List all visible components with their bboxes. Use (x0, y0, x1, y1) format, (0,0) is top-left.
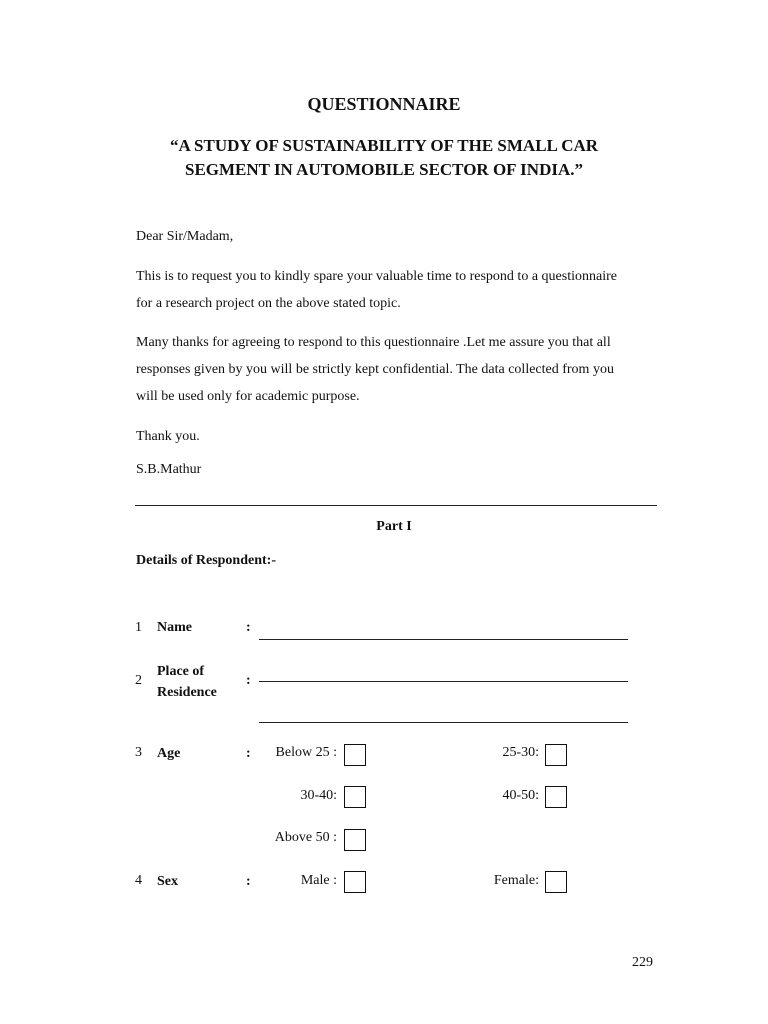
q3-number: 3 (135, 745, 142, 760)
age-40-50-checkbox[interactable] (545, 786, 567, 808)
name-answer-line[interactable] (259, 639, 628, 640)
q1-label: Name (157, 620, 192, 635)
signature-name: S.B.Mathur (136, 462, 202, 477)
q3-label: Age (157, 746, 181, 761)
assurance-line-2: responses given by you will be strictly kept confidential. The data collected from you (136, 362, 614, 377)
q4-number: 4 (135, 873, 142, 888)
respondent-details-heading: Details of Respondent:- (136, 553, 276, 568)
q2-label-line-1: Place of (157, 664, 205, 679)
salutation: Dear Sir/Madam, (136, 229, 234, 244)
q2-number: 2 (135, 673, 142, 688)
request-paragraph (136, 263, 666, 317)
study-title (0, 134, 768, 182)
questionnaire-title: QUESTIONNAIRE (307, 94, 461, 114)
q2-label-line-2: Residence (157, 685, 217, 700)
age-25-30-checkbox[interactable] (545, 744, 567, 766)
q1-number: 1 (135, 620, 142, 635)
age-below-25-checkbox[interactable] (344, 744, 366, 766)
age-30-40-label: 30-40: (300, 788, 337, 803)
assurance-line-3: will be used only for academic purpose. (136, 389, 360, 404)
sex-female-label: Female: (493, 873, 539, 888)
q2-label (157, 661, 217, 703)
sex-female-checkbox[interactable] (545, 871, 567, 893)
residence-answer-line-1[interactable] (259, 681, 628, 682)
section-divider (135, 505, 657, 506)
closing-text: Thank you. (136, 429, 200, 444)
sex-male-label: Male : (300, 873, 337, 888)
part-heading: Part I (376, 519, 412, 534)
request-line-1: This is to request you to kindly spare your valuable time to respond to a questionnaire (136, 269, 617, 284)
q1-colon: : (246, 620, 251, 635)
age-above-50-label: Above 50 : (274, 830, 337, 845)
assurance-paragraph (136, 329, 666, 410)
study-title-line-1: “A STUDY OF SUSTAINABILITY OF THE SMALL CAR (169, 136, 599, 155)
sex-male-checkbox[interactable] (344, 871, 366, 893)
age-40-50-label: 40-50: (502, 788, 539, 803)
q2-colon: : (246, 673, 251, 688)
q4-colon: : (246, 874, 251, 889)
age-above-50-checkbox[interactable] (344, 829, 366, 851)
age-25-30-label: 25-30: (502, 745, 539, 760)
request-line-2: for a research project on the above stated topic. (136, 296, 401, 311)
page-number: 229 (632, 955, 653, 970)
residence-answer-line-2[interactable] (259, 722, 628, 723)
age-30-40-checkbox[interactable] (344, 786, 366, 808)
study-title-line-2: SEGMENT IN AUTOMOBILE SECTOR OF INDIA.” (184, 160, 583, 179)
q3-colon: : (246, 746, 251, 761)
assurance-line-1: Many thanks for agreeing to respond to this questionnaire .Let me assure you that all (136, 335, 611, 350)
age-below-25-label: Below 25 : (275, 745, 337, 760)
q4-label: Sex (157, 874, 178, 889)
